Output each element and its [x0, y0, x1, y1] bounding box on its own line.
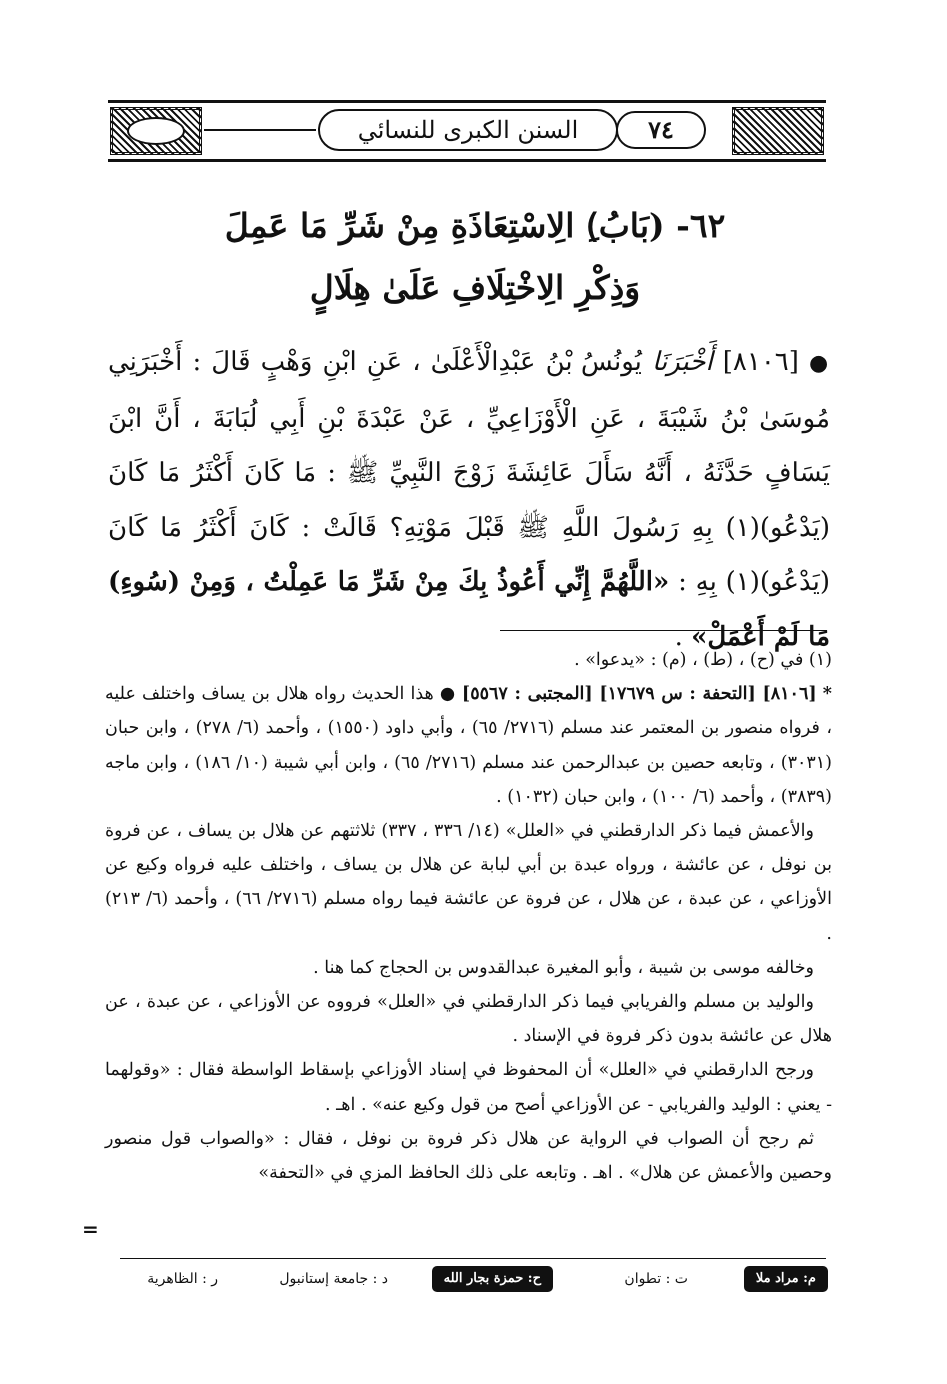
siglum-t: ت : تطوان	[624, 1271, 688, 1287]
commentary-text-1: هذا الحديث رواه هلال بن يساف واختلف عليه ، فرواه منصور بن المعتمر عند مسلم (٢٧١٦/ ٦٥) ، وأبي داود (١٥٥٠) ، وأحمد (٦/ ٢٧٨) ، وابن حبان (٣٠٣١) ، وتابعه حصين بن عبدالرحمن عند مسلم (٢٧١٦/ ٦٥) ، وابن أبي شيبة (١٠/ ١٨٦) ، وابن ماجه (٣٨٣٩) ، وأحمد (٦/ ١٠٠) ، وابن حبان (١٠٣٢) .	[105, 684, 832, 807]
chapter-title-line2: وَذِكْرِ الِاخْتِلَافِ عَلَىٰ هِلَالٍ	[309, 268, 641, 307]
footnote-1: (١) في (ح) ، (ط) ، (م) : «يدعوا» .	[574, 650, 832, 670]
chapter-title-line1: ٦٢- (بَابُ)ِ الِاسْتِعَاذَةِ مِنْ شَرِّ مَا عَمِلَ	[224, 206, 726, 245]
siglum-d: د : جامعة إستانبول	[279, 1271, 388, 1287]
hadith-text	[108, 335, 830, 664]
footnote-divider	[500, 630, 827, 631]
hadith-number: [٨١٠٦]	[722, 347, 799, 377]
hadith-dua: «اللَّهُمَّ إِنِّي أَعُوذُ بِكَ مِنْ شَرِّ مَا عَمِلْتُ ، وَمِنْ (سُوءِ) مَا لَمْ أَعْمَلْ»	[108, 567, 830, 652]
siglum-r: ر : الظاهرية	[147, 1271, 218, 1287]
header-ornament-right	[732, 107, 824, 155]
commentary-para-4: والوليد بن مسلم والفريابي فيما ذكر الدارقطني في «العلل» فرووه عن الأوزاعي ، عن عبدة ، عن هلال عن عائشة بدون ذكر فروة في الإسناد .	[105, 992, 832, 1047]
manuscript-sigla	[118, 1264, 828, 1294]
bullet-icon: ●	[809, 351, 831, 376]
page-header	[108, 100, 826, 162]
commentary-para-3: وخالفه موسى بن شيبة ، وأبو المغيرة عبدالقدوس بن الحجاج كما هنا .	[313, 957, 814, 978]
hadith-lead: أَخْبَرَنَا	[652, 347, 713, 377]
page-number: ٧٤	[616, 111, 706, 149]
star-icon: *	[822, 684, 832, 705]
commentary-para-5: ورجح الدارقطني في «العلل» أن المحفوظ في إسناد الأوزاعي بإسقاط الواسطة فقال : «وقولهما - يعني : الوليد والفريابي - عن الأوزاعي أصح من قول وكيع عنه» . اهـ .	[105, 1060, 832, 1115]
hadith-body: يُونُسُ بْنُ عَبْدِالْأَعْلَىٰ ، عَنِ ابْنِ وَهْبٍ قَالَ : أَخْبَرَنِي مُوسَىٰ بْنُ شَيْبَةَ ، عَنِ الْأَوْزَاعِيِّ ، عَنْ عَبْدَةَ بْنِ أَبِي لُبَابَةَ ، أَنَّ ابْنَ يَسَافٍ حَدَّثَهُ ، أَنَّهُ سَأَلَ عَائِشَةَ زَوْجَ النَّبِيِّ ﷺ : مَا كَانَ أَكْثَرُ مَا كَانَ (يَدْعُو)(١) بِهِ رَسُولَ اللَّهِ ﷺ قَبْلَ مَوْتِهِ؟ قَالَتْ : كَانَ أَكْثَرُ مَا كَانَ (يَدْعُو)(١) بِهِ :	[108, 347, 831, 597]
header-ornament-left	[110, 107, 202, 155]
hadith-end: .	[674, 621, 692, 652]
siglum-m: م: مراد ملا	[744, 1266, 828, 1292]
ornament-medallion	[127, 117, 185, 145]
dot-icon: ●	[439, 684, 456, 705]
commentary-para-2: والأعمش فيما ذكر الدارقطني في «العلل» (١٤/ ٣٣٦ ، ٣٣٧) ثلاثتهم عن هلال بن يساف ، عن فروة بن نوفل ، عن عائشة ، ورواه عبدة بن أبي لبابة عن هلال بن يساف ، واختلف عليه فرواه وكيع عن الأوزاعي ، عن عبدة ، عن هلال ، عن فروة عن عائشة فيما رواه مسلم (٢٧١٦/ ٦٦) ، وأحمد (٦/ ٢١٣) .	[105, 821, 832, 944]
continuation-mark: =	[82, 1217, 99, 1241]
commentary-para-6: ثم رجح أن الصواب في الرواية عن هلال ذكر فروة بن نوفل ، فقال : «والصواب قول منصور وحصين والأعمش عن هلال» . اهـ . وتابعه على ذلك الحافظ المزي في «التحفة»	[105, 1128, 832, 1184]
header-rule-left	[204, 129, 316, 131]
siglum-h: ح: حمزة بجار الله	[432, 1266, 553, 1292]
commentary-para-1	[105, 677, 832, 814]
book-title: السنن الكبرى للنسائي	[318, 109, 618, 151]
footer-divider	[120, 1258, 826, 1259]
notes-section	[105, 643, 832, 1190]
reference-tags: [٨١٠٦] [التحفة : س ١٧٦٧٩] [المجتبى : ٥٥٦٧]	[461, 684, 817, 705]
